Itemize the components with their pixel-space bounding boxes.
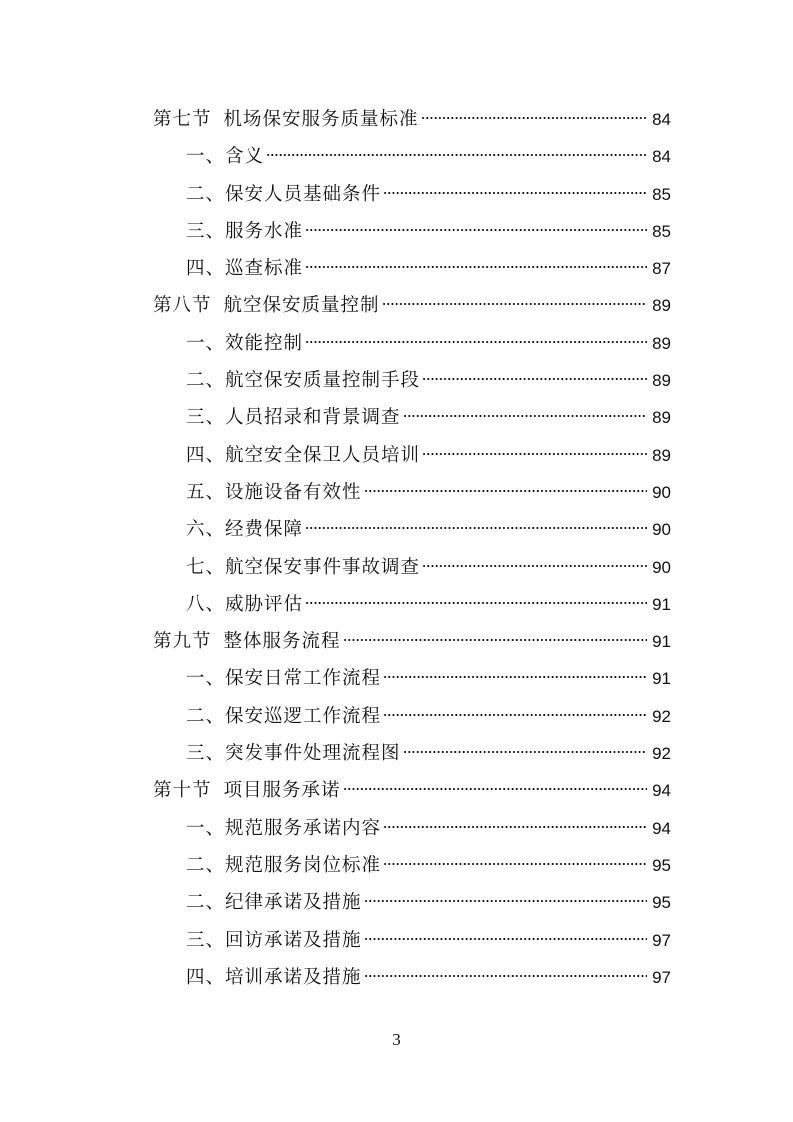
toc-dot-leader bbox=[383, 863, 647, 865]
toc-subsection-entry[interactable] bbox=[153, 437, 673, 474]
toc-entry-page: 92 bbox=[652, 744, 671, 764]
toc-dot-leader bbox=[383, 192, 647, 194]
toc-entry-title: 保安人员基础条件 bbox=[225, 183, 382, 205]
toc-dot-leader bbox=[364, 900, 647, 902]
toc-entry-page: 84 bbox=[652, 110, 671, 129]
toc-dot-leader bbox=[382, 303, 647, 305]
toc-dot-leader bbox=[343, 788, 647, 790]
toc-entry-title: 保安巡逻工作流程 bbox=[225, 705, 382, 727]
toc-entry-title: 规范服务岗位标准 bbox=[225, 854, 382, 876]
toc-entry-title: 回访承诺及措施 bbox=[225, 929, 362, 951]
toc-entry-title: 航空安全保卫人员培训 bbox=[225, 444, 421, 466]
toc-subsection-entry[interactable] bbox=[153, 660, 673, 697]
toc-entry-number: 三、 bbox=[186, 220, 226, 242]
toc-subsection-entry[interactable] bbox=[153, 847, 673, 884]
toc-entry-page: 91 bbox=[652, 632, 671, 652]
toc-entry-title: 航空保安质量控制 bbox=[223, 295, 380, 317]
toc-entry-number: 一、 bbox=[186, 668, 226, 690]
toc-entry-page: 89 bbox=[652, 408, 671, 428]
toc-entry-page: 85 bbox=[652, 184, 671, 204]
toc-entry-title: 突发事件处理流程图 bbox=[225, 743, 401, 765]
toc-dot-leader bbox=[383, 714, 647, 716]
toc-entry-title: 巡查标准 bbox=[225, 258, 304, 280]
toc-entry-page: 85 bbox=[652, 221, 671, 241]
toc-entry-title: 效能控制 bbox=[225, 332, 304, 354]
toc-entry-title: 航空保安事件事故调查 bbox=[225, 556, 421, 578]
toc-entry-number: 三、 bbox=[186, 929, 226, 951]
toc-entry-title: 人员招录和背景调查 bbox=[225, 407, 401, 429]
toc-dot-leader bbox=[421, 117, 647, 119]
toc-entry-number: 四、 bbox=[186, 966, 226, 988]
toc-entry-number: 八、 bbox=[186, 593, 226, 615]
toc-entry-number: 第十节 bbox=[153, 780, 212, 802]
toc-entry-page: 84 bbox=[652, 147, 671, 167]
toc-subsection-entry[interactable] bbox=[153, 362, 673, 399]
toc-dot-leader bbox=[364, 975, 647, 977]
toc-entry-page: 90 bbox=[652, 557, 671, 577]
toc-entry-page: 94 bbox=[652, 818, 671, 838]
toc-entry-number: 四、 bbox=[186, 444, 226, 466]
toc-entry-page: 97 bbox=[652, 930, 671, 950]
toc-entry-page: 95 bbox=[652, 855, 671, 875]
toc-subsection-entry[interactable] bbox=[153, 176, 673, 213]
toc-dot-leader bbox=[422, 453, 647, 455]
toc-entry-title: 航空保安质量控制手段 bbox=[225, 370, 421, 392]
toc-subsection-entry[interactable] bbox=[153, 735, 673, 772]
toc-subsection-entry[interactable] bbox=[153, 586, 673, 623]
toc-entry-number: 三、 bbox=[186, 743, 226, 765]
toc-entry-number: 二、 bbox=[186, 854, 226, 876]
toc-entry-number: 六、 bbox=[186, 519, 226, 541]
toc-dot-leader bbox=[383, 676, 647, 678]
toc-entry-page: 87 bbox=[652, 259, 671, 279]
table-of-contents bbox=[153, 101, 673, 996]
toc-dot-leader bbox=[343, 639, 647, 641]
toc-dot-leader bbox=[305, 266, 647, 268]
page-number: 3 bbox=[392, 1030, 401, 1049]
toc-subsection-entry[interactable] bbox=[153, 399, 673, 436]
toc-entry-number: 一、 bbox=[186, 332, 226, 354]
toc-subsection-entry[interactable] bbox=[153, 884, 673, 921]
toc-subsection-entry[interactable] bbox=[153, 922, 673, 959]
toc-subsection-entry[interactable] bbox=[153, 698, 673, 735]
toc-section-entry[interactable] bbox=[153, 101, 673, 138]
toc-entry-page: 89 bbox=[652, 296, 671, 316]
toc-subsection-entry[interactable] bbox=[153, 213, 673, 250]
toc-subsection-entry[interactable] bbox=[153, 549, 673, 586]
toc-subsection-entry[interactable] bbox=[153, 325, 673, 362]
toc-subsection-entry[interactable] bbox=[153, 810, 673, 847]
toc-entry-title: 整体服务流程 bbox=[223, 631, 341, 653]
toc-entry-number: 二、 bbox=[186, 183, 226, 205]
toc-subsection-entry[interactable] bbox=[153, 250, 673, 287]
toc-dot-leader bbox=[403, 751, 647, 753]
toc-dot-leader bbox=[266, 154, 647, 156]
toc-section-entry[interactable] bbox=[153, 287, 673, 324]
toc-entry-number: 第九节 bbox=[153, 631, 212, 653]
toc-dot-leader bbox=[305, 602, 647, 604]
toc-dot-leader bbox=[364, 490, 647, 492]
toc-entry-page: 89 bbox=[652, 333, 671, 353]
toc-entry-number: 三、 bbox=[186, 407, 226, 429]
toc-entry-number: 一、 bbox=[186, 146, 226, 168]
toc-entry-page: 89 bbox=[652, 371, 671, 391]
toc-dot-leader bbox=[364, 938, 647, 940]
toc-entry-title: 威胁评估 bbox=[225, 593, 304, 615]
toc-entry-page: 94 bbox=[652, 781, 671, 801]
toc-entry-page: 90 bbox=[652, 482, 671, 502]
toc-entry-title: 保安日常工作流程 bbox=[225, 668, 382, 690]
toc-entry-number: 第八节 bbox=[153, 295, 212, 317]
toc-entry-number: 二、 bbox=[186, 370, 226, 392]
toc-dot-leader bbox=[305, 527, 647, 529]
toc-entry-number: 五、 bbox=[186, 481, 226, 503]
toc-entry-title: 规范服务承诺内容 bbox=[225, 817, 382, 839]
toc-subsection-entry[interactable] bbox=[153, 474, 673, 511]
toc-entry-number: 第七节 bbox=[153, 109, 212, 130]
toc-entry-number: 七、 bbox=[186, 556, 226, 578]
toc-entry-page: 90 bbox=[652, 520, 671, 540]
toc-entry-number: 二、 bbox=[186, 705, 226, 727]
toc-entry-page: 97 bbox=[652, 967, 671, 987]
toc-dot-leader bbox=[305, 229, 647, 231]
toc-dot-leader bbox=[383, 826, 647, 828]
toc-dot-leader bbox=[422, 565, 647, 567]
toc-entry-title: 培训承诺及措施 bbox=[225, 966, 362, 988]
toc-dot-leader bbox=[422, 378, 647, 380]
toc-entry-title: 设施设备有效性 bbox=[225, 481, 362, 503]
toc-entry-title: 服务水准 bbox=[225, 220, 304, 242]
toc-subsection-entry[interactable] bbox=[153, 138, 673, 175]
toc-entry-page: 91 bbox=[652, 669, 671, 689]
toc-entry-title: 纪律承诺及措施 bbox=[225, 892, 362, 914]
toc-entry-number: 一、 bbox=[186, 817, 226, 839]
toc-entry-title: 含义 bbox=[225, 146, 265, 168]
toc-entry-page: 95 bbox=[652, 893, 671, 913]
toc-entry-number: 二、 bbox=[186, 892, 226, 914]
toc-entry-page: 92 bbox=[652, 706, 671, 726]
toc-entry-number: 四、 bbox=[186, 258, 226, 280]
toc-subsection-entry[interactable] bbox=[153, 959, 673, 996]
toc-entry-page: 89 bbox=[652, 445, 671, 465]
toc-section-entry[interactable] bbox=[153, 623, 673, 660]
toc-dot-leader bbox=[305, 341, 647, 343]
toc-entry-title: 经费保障 bbox=[225, 519, 304, 541]
toc-dot-leader bbox=[403, 415, 647, 417]
toc-entry-title: 机场保安服务质量标准 bbox=[223, 109, 419, 130]
toc-subsection-entry[interactable] bbox=[153, 511, 673, 548]
toc-entry-page: 91 bbox=[652, 594, 671, 614]
toc-section-entry[interactable] bbox=[153, 772, 673, 809]
toc-entry-title: 项目服务承诺 bbox=[223, 780, 341, 802]
